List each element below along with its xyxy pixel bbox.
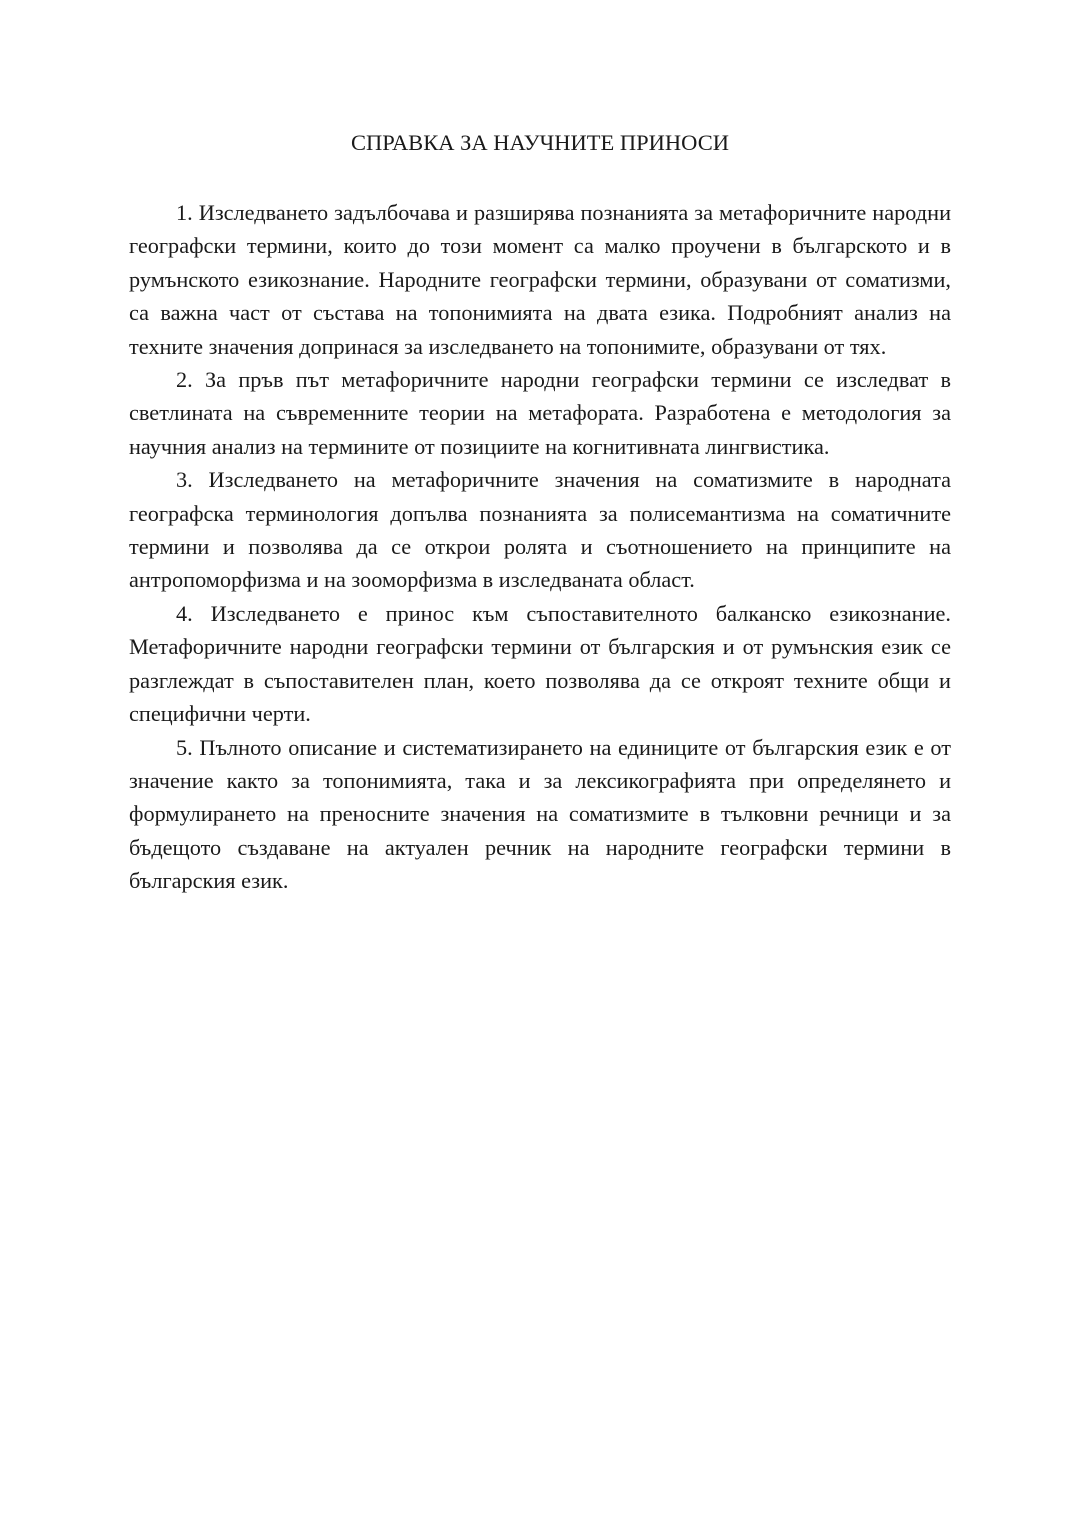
contribution-paragraph-3: 3. Изследването на метафоричните значения на соматизмите в народната географска терминология допълва познанията за полисемантизма на соматичните термини и позволява да се открои ролята и съотношението на принципите на антропоморфизма и на зооморфизма в изследваната област. — [129, 467, 951, 593]
document-body — [129, 196, 951, 898]
contribution-paragraph-1: 1. Изследването задълбочава и разширява познанията за метафоричните народни географски термини, които до този момент са малко проучени в българското и в румънското езикознание. Народните географски термини, образувани от соматизми, са важна част от състава на топонимията на двата езика. Подробният анализ на техните значения допринася за изследването на топонимите, образувани от тях. — [129, 200, 951, 359]
contribution-paragraph-4: 4. Изследването е принос към съпоставителното балканско езикознание. Метафоричните народни географски термини от българския и от румънския език се разглеждат в съпоставителен план, което позволява да се откроят техните общи и специфични черти. — [129, 600, 951, 727]
contribution-paragraph-2: 2. За пръв път метафоричните народни географски термини се изследват в светлината на съвременните теории на метафората. Разработена е методология за научния анализ на термините от позициите на когнитивната лингвистика. — [129, 367, 951, 459]
document-title: СПРАВКА ЗА НАУЧНИТЕ ПРИНОСИ — [351, 130, 729, 155]
contribution-paragraph-5: 5. Пълното описание и систематизирането на единиците от българския език е от значение както за топонимията, така и за лексикографията при определянето и формулирането на преносните значения на соматизмите в тълковни речници и за бъдещото създаване на актуален речник на народните географски термини в българския език. — [129, 734, 951, 894]
